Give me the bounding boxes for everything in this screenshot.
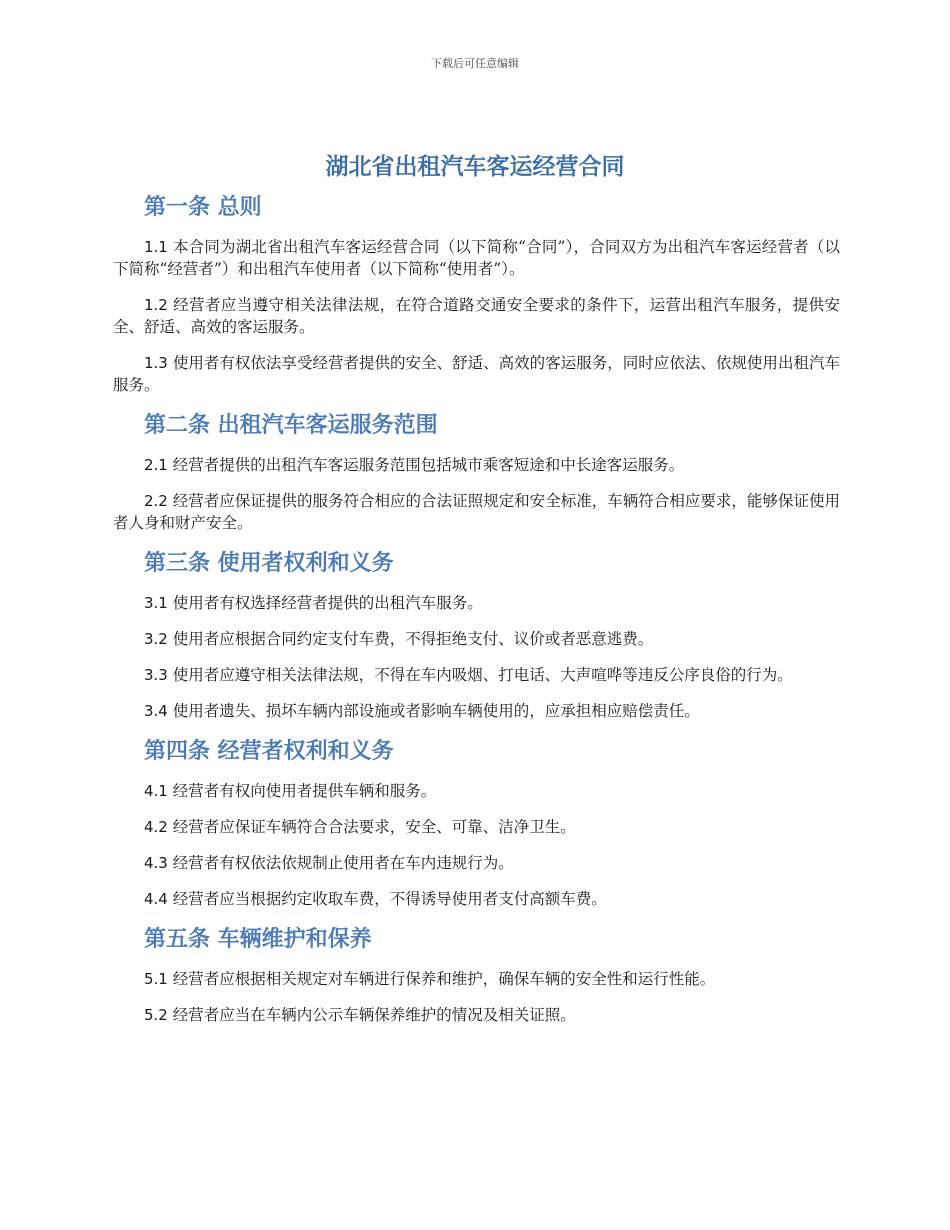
clause-paragraph <box>113 628 840 650</box>
clause-text: 经营者有权依法依规制止使用者在车内违规行为。 <box>172 854 514 872</box>
clause-paragraph <box>113 816 840 838</box>
clause-number: 1.1 <box>144 238 168 256</box>
clause-text: 使用者应根据合同约定支付车费，不得拒绝支付、议价或者恶意逃费。 <box>172 630 654 648</box>
clause-paragraph <box>113 592 840 614</box>
clause-text: 使用者有权选择经营者提供的出租汽车服务。 <box>172 594 483 612</box>
clause-text: 使用者有权依法享受经营者提供的安全、舒适、高效的客运服务，同时应依法、依规使用出租汽车服务。 <box>113 354 840 394</box>
section-2 <box>113 410 840 534</box>
clause-paragraph <box>113 454 840 476</box>
clause-text: 经营者有权向使用者提供车辆和服务。 <box>172 782 437 800</box>
clause-number: 4.4 <box>144 890 168 908</box>
clause-number: 5.2 <box>144 1006 168 1024</box>
clause-number: 4.1 <box>144 782 168 800</box>
clause-number: 4.2 <box>144 818 168 836</box>
section-5 <box>113 924 840 1026</box>
section-heading: 第二条 出租汽车客运服务范围 <box>144 413 438 438</box>
clause-paragraph <box>113 490 840 534</box>
clause-text: 使用者应遵守相关法律法规，不得在车内吸烟、打电话、大声喧哗等违反公序良俗的行为。 <box>172 666 793 684</box>
clause-paragraph <box>113 664 840 686</box>
document-body <box>113 192 840 1040</box>
clause-number: 3.2 <box>144 630 168 648</box>
clause-paragraph <box>113 700 840 722</box>
clause-paragraph <box>113 780 840 802</box>
clause-text: 经营者应当遵守相关法律法规，在符合道路交通安全要求的条件下，运营出租汽车服务，提供安全、舒适、高效的客运服务。 <box>113 296 840 336</box>
section-heading: 第三条 使用者权利和义务 <box>144 551 394 576</box>
clause-text: 经营者应保证提供的服务符合相应的合法证照规定和安全标准，车辆符合相应要求，能够保证使用者人身和财产安全。 <box>113 492 840 532</box>
clause-number: 3.1 <box>144 594 168 612</box>
section-4 <box>113 736 840 910</box>
clause-text: 经营者应根据相关规定对车辆进行保养和维护，确保车辆的安全性和运行性能。 <box>172 970 716 988</box>
section-3 <box>113 548 840 722</box>
clause-paragraph <box>113 1004 840 1026</box>
header-note: 下载后可任意编辑 <box>431 57 519 70</box>
clause-number: 1.3 <box>144 354 168 372</box>
clause-number: 5.1 <box>144 970 168 988</box>
clause-text: 本合同为湖北省出租汽车客运经营合同（以下简称“合同”），合同双方为出租汽车客运经营者（以下简称“经营者”）和出租汽车使用者（以下简称“使用者”）。 <box>113 238 840 278</box>
clause-number: 4.3 <box>144 854 168 872</box>
clause-number: 3.3 <box>144 666 168 684</box>
section-heading: 第一条 总则 <box>144 195 262 220</box>
section-heading: 第五条 车辆维护和保养 <box>144 927 372 952</box>
clause-paragraph <box>113 236 840 280</box>
clause-text: 经营者应当在车辆内公示车辆保养维护的情况及相关证照。 <box>172 1006 576 1024</box>
clause-number: 2.2 <box>144 492 168 510</box>
clause-number: 1.2 <box>144 296 168 314</box>
section-1 <box>113 192 840 396</box>
clause-text: 经营者应保证车辆符合合法要求，安全、可靠、洁净卫生。 <box>172 818 576 836</box>
document-title: 湖北省出租汽车客运经营合同 <box>325 154 625 180</box>
clause-text: 经营者提供的出租汽车客运服务范围包括城市乘客短途和中长途客运服务。 <box>172 456 685 474</box>
clause-text: 经营者应当根据约定收取车费，不得诱导使用者支付高额车费。 <box>172 890 607 908</box>
clause-paragraph <box>113 968 840 990</box>
clause-number: 2.1 <box>144 456 168 474</box>
clause-text: 使用者遗失、损坏车辆内部设施或者影响车辆使用的，应承担相应赔偿责任。 <box>172 702 700 720</box>
clause-paragraph <box>113 294 840 338</box>
clause-number: 3.4 <box>144 702 168 720</box>
clause-paragraph <box>113 352 840 396</box>
clause-paragraph <box>113 888 840 910</box>
clause-paragraph <box>113 852 840 874</box>
section-heading: 第四条 经营者权利和义务 <box>144 739 394 764</box>
